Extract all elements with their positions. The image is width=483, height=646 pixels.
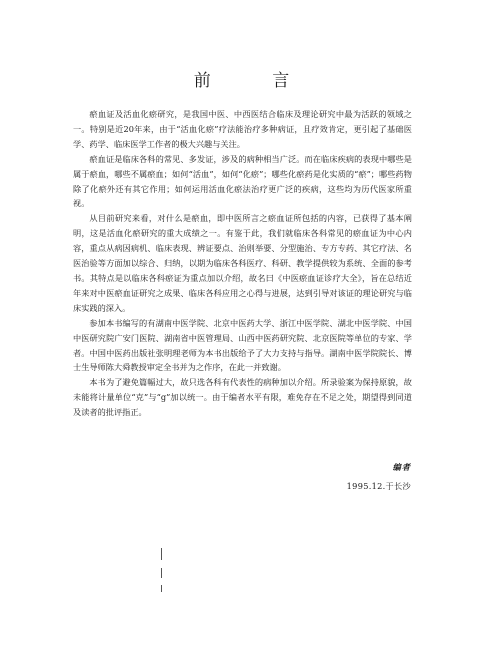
signature-date: 1995.12.于长沙 <box>346 481 411 491</box>
signature-author: 编者 <box>392 462 411 472</box>
scan-artifact-mark <box>161 568 162 578</box>
paragraph-1: 瘀血证及活血化瘀研究，是我国中医、中西医结合临床及理论研究中最为活跃的领域之一。特别是近20年来，由于“活血化瘀”疗法能治疗多种病证，且疗效肯定，更引起了基础医学、药学、临床医学工作者的极大兴趣与关注。 <box>73 109 412 149</box>
page-title: 前 言 <box>193 71 318 91</box>
paragraph-4: 参加本书编写的有湖南中医学院、北京中医药大学、浙江中医学院、湖北中医学院、中国中医研究院广安门医院、湖南省中医管理局、山西中医药研究院、北京医院等单位的专家、学者。中国中医药出版社张明理老师为本书出版给予了大力支持与指导。湖南中医学院院长、博士生导师陈大舜教授审定全书并为之作序，在此一并致谢。 <box>73 317 412 373</box>
preface-body <box>73 107 412 420</box>
paragraph-3: 从目前研究来看，对什么是瘀血，即中医所言之瘀血证所包括的内容，已获得了基本阐明，这是活血化瘀研究的重大成绩之一。有鉴于此，我们就临床各科常见的瘀血证为中心内容，重点从病因病机、临床表现、辨证要点、治则举要、分型施治、专方专药、其它疗法、名医治验等方面加以综合、归纳，以期为临床各科医疗、科研、教学提供较为系统、全面的参考书。其特点是以临床各科瘀证为重点加以介绍，故名曰《中医瘀血证诊疗大全》，旨在总结近年来对中医瘀血证研究之成果、临床各科应用之心得与进展，达到引导对该证的理论研究与临床实践的深入。 <box>73 213 412 313</box>
paragraph-2: 瘀血证是临床各科的常见、多发证，涉及的病种相当广泛。而在临床疾病的表现中哪些是属于瘀血，哪些不属瘀血；如何“活血”，如何“化瘀”；哪些化瘀药是化实质的“瘀”；哪些药物除了化瘀外还有其它作用；如何运用活血化瘀法治疗更广泛的疾病，这些均为历代医家所重视。 <box>73 153 412 209</box>
scan-artifact-mark <box>161 585 162 592</box>
scan-artifact-mark <box>161 548 162 560</box>
paragraph-5: 本书为了避免篇幅过大，故只选各科有代表性的病种加以介绍。所录验案为保持原貌，故未能将计量单位“克”与“g”加以统一。由于编者水平有限，难免存在不足之处，期望得到同道及读者的批评指正。 <box>73 377 412 418</box>
